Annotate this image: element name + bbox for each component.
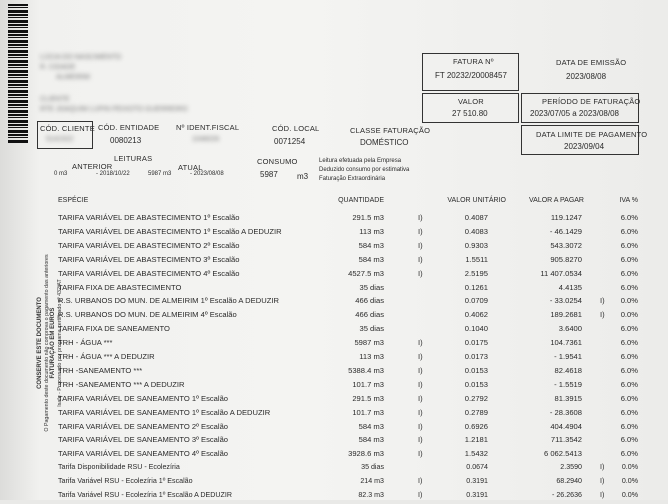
current-reading: 5987 m3 [148,171,172,177]
row-unit-value: 0.2792 [464,393,488,403]
billing-period: 2023/07/05 a 2023/08/08 [530,109,619,118]
table-row [0,255,668,268]
row-flag: I) [418,379,423,389]
row-quantity: 584 m3 [358,435,384,445]
consumption-value: 5987 [260,170,278,179]
row-iva: 0.0% [621,491,638,499]
row-quantity: 35 dias [359,282,384,292]
row-unit-value: 0.0153 [464,379,488,389]
due-date: 2023/09/04 [564,142,605,151]
header-valor-unitario: VALOR UNITÁRIO [447,197,506,204]
row-iva: 6.0% [620,379,638,389]
row-unit-value: 0.0173 [464,352,488,361]
row-unit-value: 1.2181 [464,435,488,445]
row-description: TARIFA VARIÁVEL DE ABASTECIMENTO 1º Escalão A DEDUZIR [58,226,282,236]
row-description: TARIFA VARIÁVEL DE SANEAMENTO 1º Escalão [58,393,229,403]
row-quantity: 291.5 m3 [352,213,384,222]
row-flag-2: I) [600,477,605,486]
row-quantity: 466 dias [355,310,384,320]
client-label: CLIENTE [40,96,70,103]
row-unit-value: 2.5195 [464,268,488,278]
row-unit-value: 0.0175 [464,338,488,348]
row-iva: 0.0% [620,296,638,306]
row-description: TARIFA VARIÁVEL DE ABASTECIMENTO 1º Escalão [58,213,240,222]
row-quantity: 4527.5 m3 [348,268,384,278]
table-row [0,449,668,462]
row-quantity: 113 m3 [359,352,384,361]
row-description: Tarifa Variável RSU - Ecolezíria 1º Escalão A DEDUZIR [58,491,232,499]
header-quantidade: QUANTIDADE [338,197,384,204]
table-row [0,491,668,504]
row-description: TRH - ÁGUA *** [58,338,113,348]
amount-value: 27 510.80 [452,109,488,118]
table-row [0,366,668,379]
row-description: TARIFA VARIÁVEL DE SANEAMENTO 2º Escalão [58,421,229,431]
row-amount: 6 062.5413 [543,449,582,459]
row-quantity: 101.7 m3 [352,407,384,417]
local-code-label: CÓD. LOCAL [272,124,320,133]
row-quantity: 35 dias [361,463,384,472]
client-code-box [37,121,93,149]
billing-period-box [521,93,639,123]
row-amount: 3.6400 [558,324,582,334]
row-iva: 6.0% [620,338,638,348]
row-iva: 6.0% [620,393,638,403]
row-iva: 0.0% [620,310,638,320]
row-amount: 11 407.0534 [540,268,582,278]
row-description: TARIFA VARIÁVEL DE ABASTECIMENTO 2º Escalão [58,240,240,250]
row-amount: 2.3590 [560,463,582,472]
reading-note-3: Faturação Extraordinária [319,176,386,182]
row-unit-value: 0.3191 [466,477,488,486]
barcode [8,4,28,144]
row-unit-value: 1.5511 [465,254,488,264]
client-address: R. CIDADE [40,64,76,71]
row-flag: I) [418,477,423,486]
row-description: TARIFA FIXA DE ABASTECIMENTO [58,282,182,292]
table-row [0,463,668,476]
client-code-label: CÓD. CLIENTE [40,124,95,133]
billing-period-label: PERÍODO DE FATURAÇÃO [542,97,641,106]
client-code: 5141522 [46,136,74,143]
row-quantity: 584 m3 [358,421,384,431]
row-flag: I) [418,240,423,250]
amount-box [422,93,519,123]
row-amount: 189.2681 [550,310,582,320]
header-especie: ESPÉCIE [58,197,89,204]
row-amount: 119.1247 [550,213,582,222]
row-quantity: 584 m3 [358,254,384,264]
row-description: TARIFA VARIÁVEL DE SANEAMENTO 1º Escalão A DEDUZIR [58,407,271,417]
table-row [0,477,668,490]
billing-class-label: CLASSE FATURAÇÃO [350,126,431,135]
invoice-number-label: FATURA Nº [453,57,494,66]
row-quantity: 291.5 m3 [352,393,384,403]
row-iva: 6.0% [620,435,638,445]
row-iva: 6.0% [620,213,638,222]
row-unit-value: 0.3191 [466,491,488,499]
row-description: R.S. URBANOS DO MUN. DE ALMEIRIM 1º Escalão A DEDUZIR [58,296,279,306]
consumption-label: CONSUMO [257,157,298,166]
side-note-1: CONSERVE ESTE DOCUMENTO [37,297,43,389]
row-iva: 6.0% [620,226,638,236]
previous-reading: 0 m3 [54,171,68,177]
row-flag: I) [418,449,423,459]
header-iva: IVA % [619,197,638,204]
row-quantity: 35 dias [359,324,384,334]
row-flag-2: I) [600,463,605,472]
table-row [0,352,668,365]
row-flag: I) [418,268,423,278]
row-flag: I) [418,393,423,403]
row-description: TRH -SANEAMENTO *** A DEDUZIR [58,379,185,389]
row-unit-value: 0.6926 [464,421,488,431]
row-iva: 6.0% [620,268,638,278]
row-flag: I) [418,338,423,348]
table-row [0,408,668,421]
row-quantity: 214 m3 [360,477,384,486]
row-iva: 6.0% [620,449,638,459]
row-iva: 6.0% [620,421,638,431]
table-row [0,310,668,323]
row-quantity: 82.3 m3 [358,491,384,499]
client-holder: RTE JOAQUIM LUPIN PEIXOTO GUERREIRO [40,106,188,113]
row-amount: 104.7361 [550,338,582,348]
side-note-4: Isafe - Processado por programa certificado nº 432/AT [56,279,63,407]
row-flag-2: I) [600,310,605,320]
row-quantity: 113 m3 [359,226,384,236]
invoice-number: FT 20232/20008457 [435,71,507,80]
row-unit-value: 0.0709 [464,296,488,306]
row-unit-value: 0.4087 [464,213,488,222]
row-quantity: 101.7 m3 [352,379,384,389]
row-amount: - 46.1429 [549,226,582,236]
amount-label: VALOR [458,97,484,106]
row-unit-value: 0.2789 [464,407,488,417]
row-description: Tarifa Variável RSU - Ecolezíria 1º Escalão [58,477,193,486]
side-note [37,253,63,433]
row-flag-2: I) [600,491,605,499]
row-amount: - 1.9541 [554,352,582,361]
row-unit-value: 0.0153 [464,365,488,375]
previous-reading-label: ANTERIOR [72,162,113,171]
row-amount: 4.4135 [558,282,582,292]
row-description: TARIFA VARIÁVEL DE SANEAMENTO 4º Escalão [58,449,229,459]
row-unit-value: 0.4062 [464,310,488,320]
row-unit-value: 0.1040 [464,324,488,334]
row-flag: I) [418,435,423,445]
row-amount: 82.4618 [554,365,582,375]
tax-id: 1048026 [192,136,220,143]
row-amount: 81.3915 [554,393,582,403]
row-quantity: 3928.6 m3 [348,449,384,459]
local-code: 0071254 [274,137,306,146]
row-flag: I) [418,491,423,499]
row-amount: 711.3542 [550,435,582,445]
entity-code-label: CÓD. ENTIDADE [98,123,160,132]
row-flag: I) [418,254,423,264]
row-unit-value: 0.0674 [466,463,488,472]
row-amount: - 26.2636 [552,491,582,499]
row-flag: I) [418,352,423,361]
row-flag: I) [418,407,423,417]
previous-reading-date: - 2018/10/22 [96,171,130,177]
entity-code: 0080213 [110,136,142,145]
client-city: ALMEIRIM [56,74,90,81]
table-row [0,213,668,226]
table-row [0,241,668,254]
readings-label: LEITURAS [114,154,153,163]
row-iva: 6.0% [620,324,638,334]
row-iva: 6.0% [620,365,638,375]
tax-id-label: Nº IDENT.FISCAL [176,123,240,132]
row-unit-value: 1.5432 [464,449,488,459]
row-description: Tarifa Disponibilidade RSU - Ecolezíria [58,463,180,472]
row-amount: 543.3072 [550,240,582,250]
row-iva: 6.0% [620,352,638,361]
row-description: TRH - ÁGUA *** A DEDUZIR [58,352,155,361]
row-quantity: 584 m3 [358,240,384,250]
row-unit-value: 0.1261 [464,282,488,292]
row-quantity: 466 dias [355,296,384,306]
side-note-3: FATURAÇÃO EM EUROS [50,307,56,379]
issue-date-label: DATA DE EMISSÃO [556,58,627,67]
row-iva: 6.0% [620,407,638,417]
table-row [0,435,668,448]
row-description: TARIFA FIXA DE SANEAMENTO [58,324,170,334]
row-flag: I) [418,213,423,222]
table-header [0,197,668,210]
table-row [0,380,668,393]
row-amount: - 28.3608 [549,407,582,417]
row-amount: 68.2940 [556,477,582,486]
table-row [0,283,668,296]
row-flag: I) [418,365,423,375]
row-description: TARIFA VARIÁVEL DE SANEAMENTO 3º Escalão [58,435,229,445]
client-name: LÚCIA DO NASCIMENTO [40,54,122,61]
row-unit-value: 0.4083 [464,226,488,236]
row-flag-2: I) [600,296,605,306]
current-reading-label: ATUAL [178,163,203,172]
row-amount: 905.8270 [550,254,582,264]
row-iva: 0.0% [621,463,638,472]
billing-class: DOMÉSTICO [360,138,409,147]
table-row [0,394,668,407]
table-row [0,422,668,435]
row-flag: I) [418,226,423,236]
row-iva: 6.0% [620,240,638,250]
table-row [0,296,668,309]
current-reading-date: - 2023/08/08 [190,171,224,177]
row-amount: - 33.0254 [549,296,582,306]
side-note-2: O Pagamento deste documento não comprova o pagamento das anteriores [43,254,50,432]
row-amount: - 1.5519 [554,379,582,389]
table-row [0,269,668,282]
row-quantity: 5987 m3 [354,338,384,348]
table-row [0,324,668,337]
due-date-label: DATA LIMITE DE PAGAMENTO [536,130,648,139]
row-flag: I) [418,421,423,431]
row-description: R.S. URBANOS DO MUN. DE ALMEIRIM 4º Escalão [58,310,237,320]
row-description: TARIFA VARIÁVEL DE ABASTECIMENTO 3º Escalão [58,254,240,264]
consumption-unit: m3 [297,172,309,181]
row-iva: 0.0% [621,477,638,486]
reading-note-1: Leitura efetuada pela Empresa [319,158,402,164]
row-unit-value: 0.9303 [464,240,488,250]
table-row [0,227,668,240]
row-iva: 6.0% [620,282,638,292]
table-row [0,338,668,351]
issue-date: 2023/08/08 [566,72,607,81]
row-iva: 6.0% [620,254,638,264]
reading-note-2: Deduzido consumo por estimativa [319,167,410,173]
invoice-number-box [422,53,519,91]
row-description: TARIFA VARIÁVEL DE ABASTECIMENTO 4º Escalão [58,268,240,278]
due-date-box [521,125,648,155]
row-description: TRH -SANEAMENTO *** [58,365,143,375]
row-amount: 404.4904 [550,421,582,431]
header-valor-pagar: VALOR A PAGAR [529,197,584,204]
row-quantity: 5388.4 m3 [348,365,384,375]
